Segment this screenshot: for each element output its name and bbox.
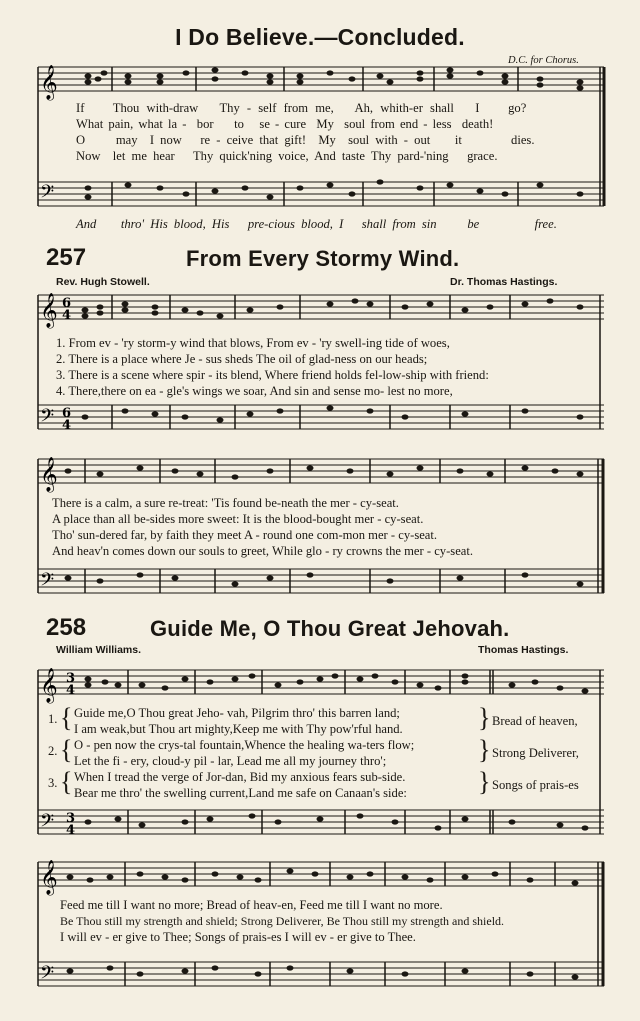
hymn-title-258: Guide Me, O Thou Great Jehovah. bbox=[150, 616, 510, 641]
svg-text:𝄞: 𝄞 bbox=[40, 668, 58, 703]
h257-verse-3-part-a: 3. There is a scene where spir - its blend, Where friend holds fel-low-ship with friend: bbox=[56, 368, 489, 382]
h258-refrain-2: Strong Deliverer, bbox=[492, 746, 579, 760]
svg-text:𝄢: 𝄢 bbox=[40, 406, 55, 431]
h257-verse-1-part-b: There is a calm, a sure re-treat: 'Tis found be-neath the mer - cy-seat. bbox=[52, 496, 399, 510]
svg-text:4: 4 bbox=[66, 683, 76, 698]
h258-verse-1b: I am weak,but Thou art mighty,Keep me with Thy pow'rful hand. bbox=[74, 722, 403, 736]
brace-close-1: } bbox=[478, 702, 491, 733]
h258-verse-1-end: Feed me till I want no more; Bread of heav-en, Feed me till I want no more. bbox=[60, 898, 443, 912]
h258-verse-num-3: 3. bbox=[48, 776, 58, 790]
h258-verse-3a: When I tread the verge of Jor-dan, Bid my anxious fears sub-side. bbox=[74, 770, 406, 784]
h258-verse-2-end: Be Thou still my strength and shield; Strong Deliverer, Be Thou still my strength and shield. bbox=[60, 914, 505, 928]
h257-verse-2-part-a: 2. There is a place where Je - sus sheds The oil of glad-ness on our heads; bbox=[56, 352, 428, 366]
h258-refrain-1: Bread of heaven, bbox=[492, 714, 578, 728]
brace-close-2: } bbox=[478, 734, 491, 765]
svg-text:4: 4 bbox=[62, 418, 72, 433]
brace-close-3: } bbox=[478, 766, 491, 797]
h258-verse-2a: O - pen now the crys-tal fountain,Whence the healing wa-ters flow; bbox=[74, 738, 415, 752]
svg-text:6: 6 bbox=[62, 296, 72, 311]
h258-verse-3b: Bear me thro' the swelling current,Land me safe on Canaan's side: bbox=[74, 786, 407, 800]
svg-text:3: 3 bbox=[66, 811, 76, 826]
brace-verse-1: { bbox=[60, 702, 73, 733]
hymn-composer-258: Thomas Hastings. bbox=[478, 644, 569, 656]
h258-refrain-3: Songs of prais-es bbox=[492, 778, 579, 792]
concluded-verse-2: What pain, what la - bor to se - cure My soul from end - less death! bbox=[76, 117, 494, 131]
svg-text:𝄞: 𝄞 bbox=[40, 65, 58, 100]
hymn-number-258: 258 bbox=[46, 614, 87, 641]
svg-text:𝄞: 𝄞 bbox=[40, 293, 58, 328]
svg-text:3: 3 bbox=[66, 671, 76, 686]
h258-verse-3-end: I will ev - er give to Thee; Songs of prais-es I will ev - er give to Thee. bbox=[60, 930, 416, 944]
h257-verse-4-part-a: 4. There,there on ea - gle's wings we soar, And sin and sense mo- lest no more, bbox=[56, 384, 453, 398]
svg-text:𝄞: 𝄞 bbox=[40, 457, 58, 492]
svg-text:6: 6 bbox=[62, 406, 72, 421]
h258-verse-num-2: 2. bbox=[48, 744, 58, 758]
hymn-author-257: Rev. Hugh Stowell. bbox=[56, 276, 150, 288]
svg-text:𝄢: 𝄢 bbox=[40, 570, 55, 595]
h258-verse-2b: Let the fi - ery, cloud-y pil - lar, Lead me all my journey thro'; bbox=[74, 754, 387, 768]
concluded-bass-words: And thro' His blood, His pre-cious blood, I shall from sin be free. bbox=[76, 217, 557, 231]
h258-verse-num-1: 1. bbox=[48, 712, 58, 726]
h257-verse-2-part-b: A place than all be-sides more sweet: It is the blood-bought mer - cy-seat. bbox=[52, 512, 424, 526]
brace-verse-2: { bbox=[60, 734, 73, 765]
svg-text:𝄢: 𝄢 bbox=[40, 182, 55, 207]
h257-verse-3-part-b: Tho' sun-dered far, by faith they meet A - round one com-mon mer - cy-seat. bbox=[52, 528, 438, 542]
hymn-number-257: 257 bbox=[46, 244, 87, 271]
svg-text:𝄢: 𝄢 bbox=[40, 811, 55, 836]
dc-note: D.C. for Chorus. bbox=[508, 55, 579, 66]
concluded-verse-3: O may I now re - ceive that gift! My soul with - out it dies. bbox=[76, 133, 535, 147]
concluded-title: I Do Believe.—Concluded. bbox=[175, 24, 465, 50]
concluded-verse-4: Now let me hear Thy quick'ning voice, And taste Thy pard-'ning grace. bbox=[76, 149, 498, 163]
svg-text:4: 4 bbox=[66, 823, 76, 838]
hymn-author-258: William Williams. bbox=[56, 644, 141, 656]
hymn-composer-257: Dr. Thomas Hastings. bbox=[450, 276, 558, 288]
brace-verse-3: { bbox=[60, 766, 73, 797]
h257-verse-1-part-a: 1. From ev - 'ry storm-y wind that blows, From ev - 'ry swell-ing tide of woes, bbox=[56, 336, 450, 350]
svg-text:𝄢: 𝄢 bbox=[40, 963, 55, 988]
svg-text:4: 4 bbox=[62, 308, 72, 323]
h257-verse-4-part-b: And heav'n comes down our souls to greet, While glo - ry crowns the mer - cy-seat. bbox=[52, 544, 474, 558]
svg-text:𝄞: 𝄞 bbox=[40, 860, 58, 895]
concluded-verse-1: If Thou with-draw Thy - self from me, Ah, whith-er shall I go? bbox=[76, 101, 527, 115]
h258-verse-1a: Guide me,O Thou great Jeho- vah, Pilgrim thro' this barren land; bbox=[74, 706, 400, 720]
hymn-title-257: From Every Stormy Wind. bbox=[186, 246, 460, 271]
